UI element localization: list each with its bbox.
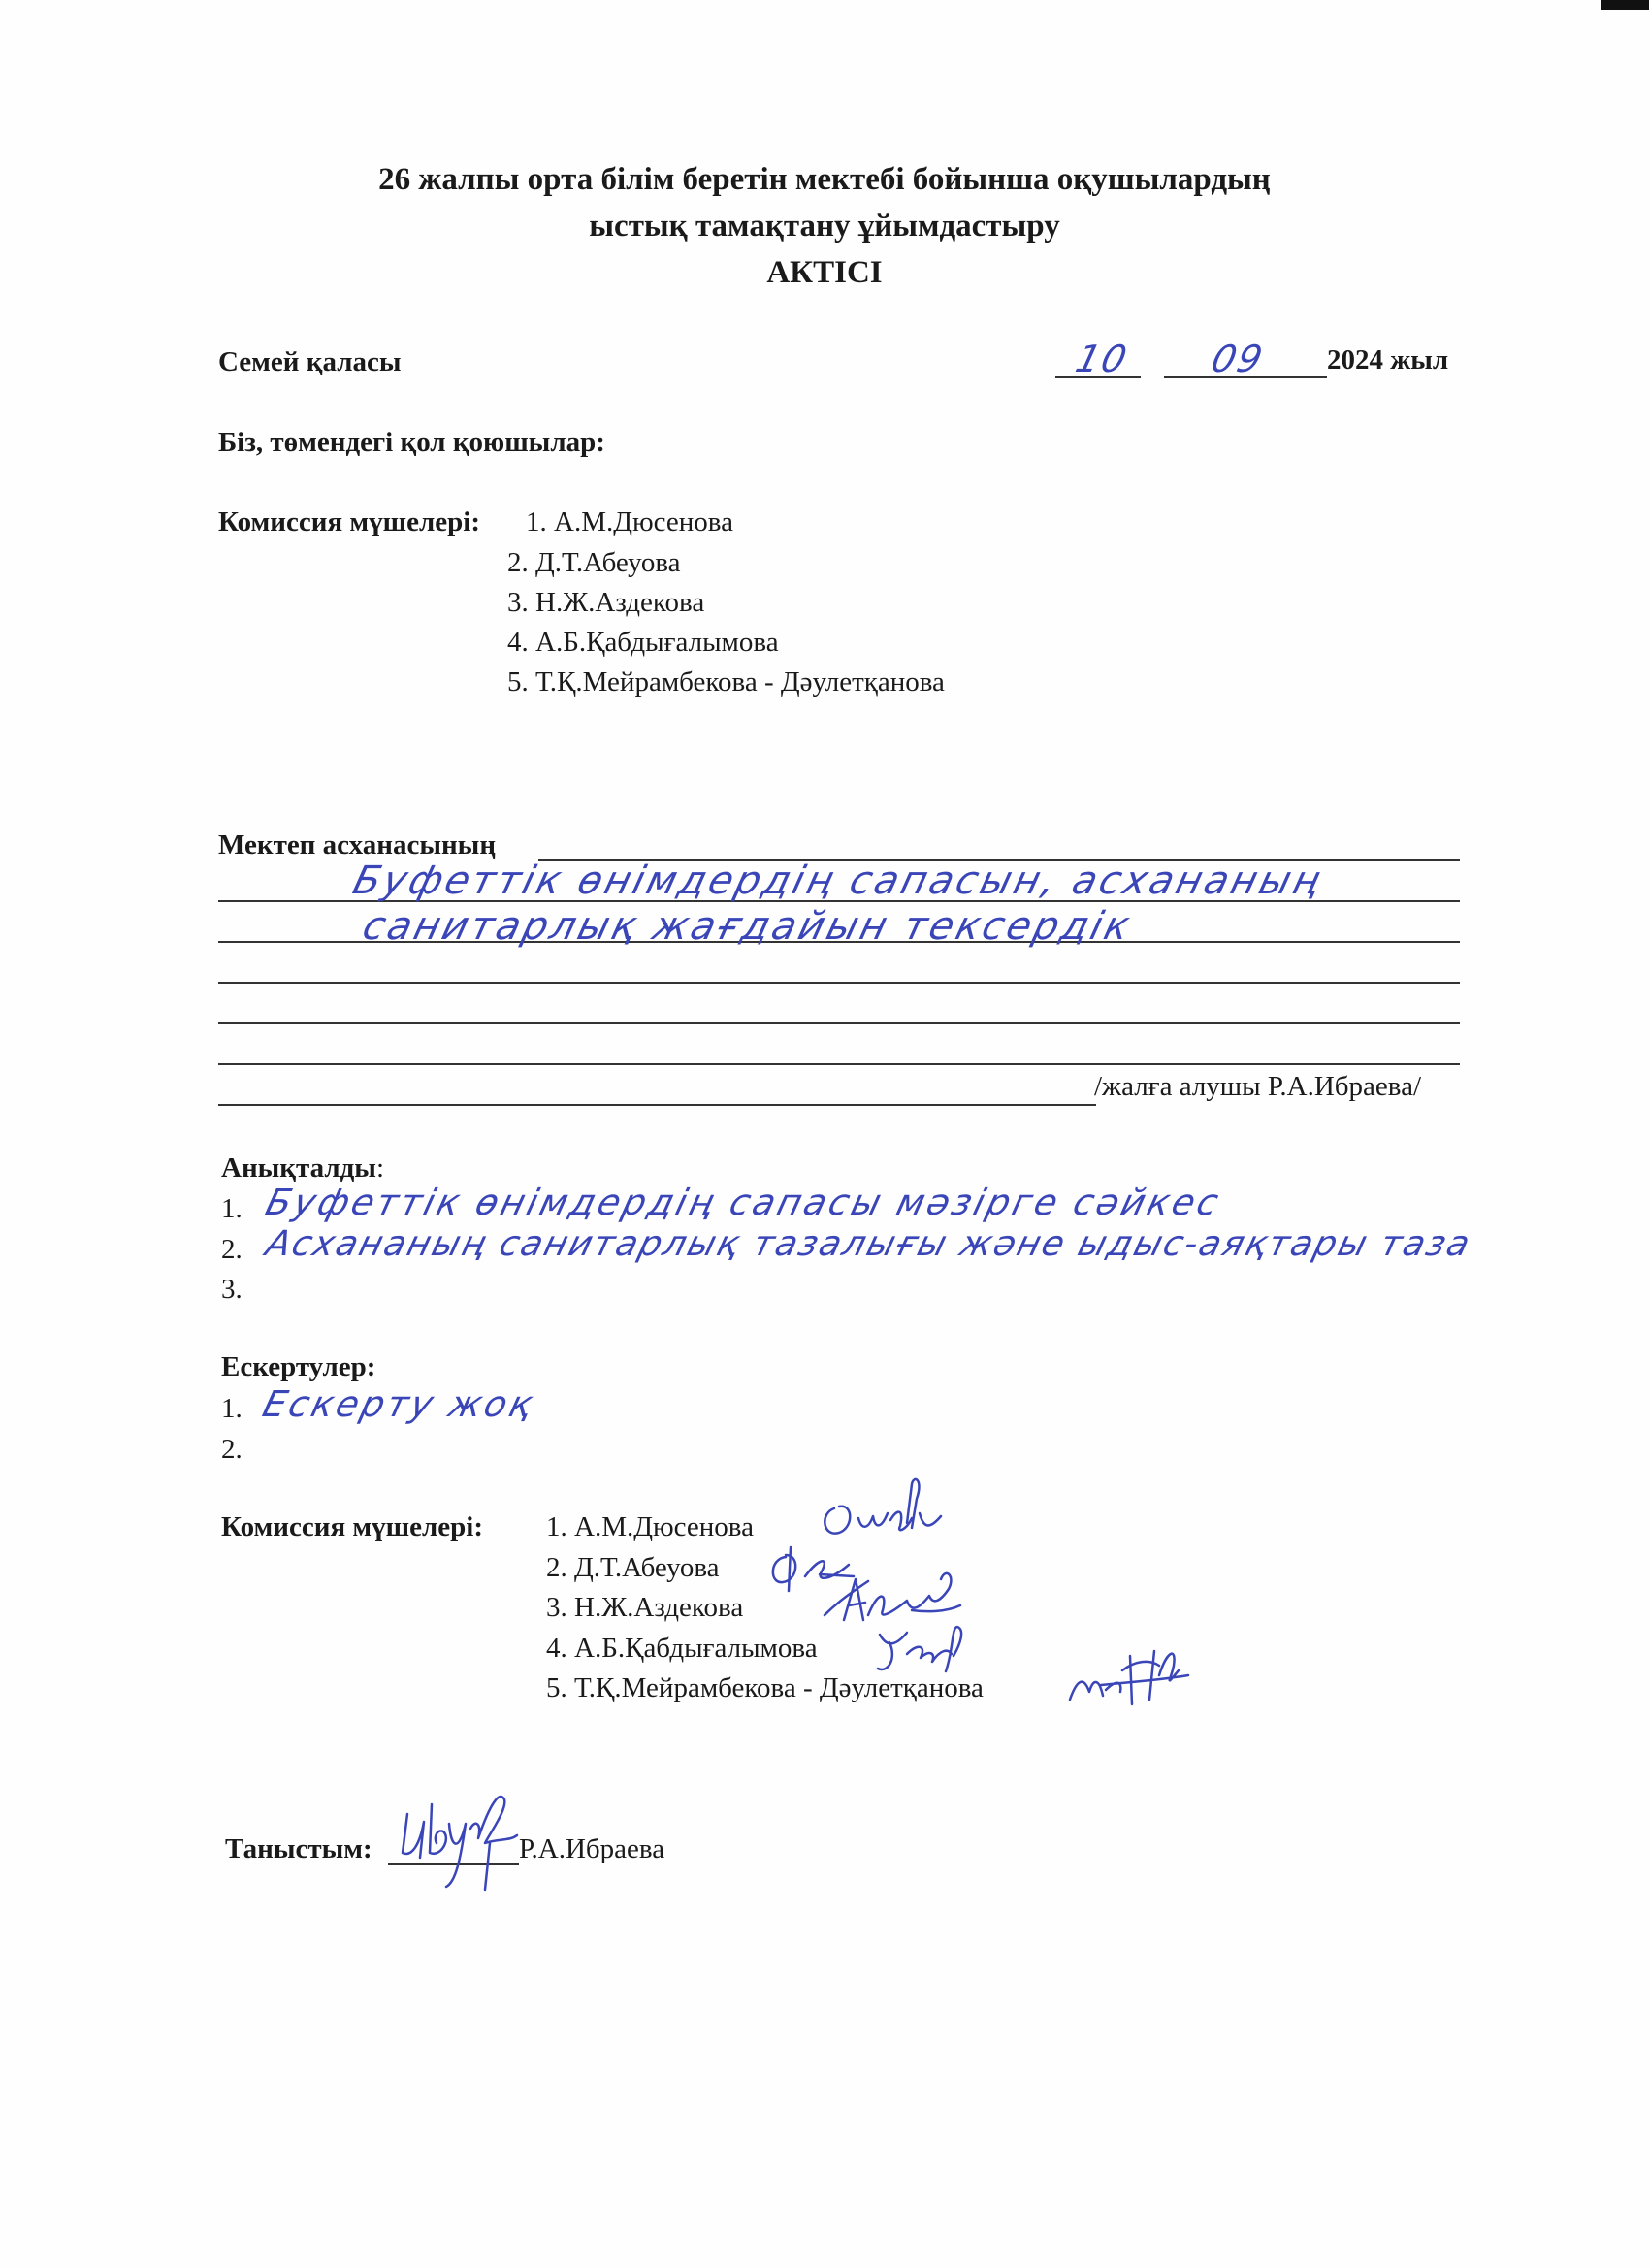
canteen-label: Мектеп асханасының xyxy=(218,829,497,860)
remark-2-num: 2. xyxy=(221,1434,242,1465)
canteen-line-3 xyxy=(218,982,1460,984)
document-title-line1: 26 жалпы орта білім беретін мектебі бойынша оқушылардың xyxy=(378,162,1271,197)
document-title-line3: АКТІСІ xyxy=(766,255,883,290)
commission-member-5: 5. Т.Қ.Мейрамбекова - Дәулетқанова xyxy=(507,666,945,697)
findings-colon: : xyxy=(375,1152,385,1183)
scan-corner-mark xyxy=(1600,0,1649,10)
canteen-handwritten-2: санитарлық жағдайын тексердік xyxy=(358,904,1138,949)
findings-label: Анықталды xyxy=(221,1152,376,1183)
remarks-label: Ескертулер: xyxy=(221,1351,376,1382)
acknowledged-name: Р.А.Ибраева xyxy=(519,1833,665,1864)
finding-1-text: Буфеттік өнімдердің сапасы мәзірге сәйкес xyxy=(261,1182,1226,1223)
signer-4: 4. А.Б.Қабдығалымова xyxy=(546,1633,818,1664)
signature-4 xyxy=(868,1615,975,1678)
place: Семей қаласы xyxy=(218,346,402,377)
canteen-line-6 xyxy=(218,1104,1096,1106)
signer-5: 5. Т.Қ.Мейрамбекова - Дәулетқанова xyxy=(546,1672,984,1703)
tenant-name: /жалға алушы Р.А.Ибраева/ xyxy=(1094,1071,1421,1102)
canteen-line-4 xyxy=(218,1022,1460,1024)
signature-5 xyxy=(1062,1632,1198,1714)
intro-text: Біз, төмендегі қол қоюшылар: xyxy=(218,427,605,458)
remark-1-text: Ескерту жоқ xyxy=(258,1383,540,1425)
finding-1-num: 1. xyxy=(221,1193,242,1224)
canteen-handwritten-1: Буфеттік өнімдердің сапасын, асхананың xyxy=(348,859,1328,903)
commission-member-4: 4. А.Б.Қабдығалымова xyxy=(507,627,779,658)
signature-1 xyxy=(815,1470,951,1547)
signer-3: 3. Н.Ж.Аздекова xyxy=(546,1592,744,1623)
signer-2: 2. Д.Т.Абеуова xyxy=(546,1552,720,1583)
signers-label: Комиссия мүшелері: xyxy=(221,1511,483,1542)
document-title-line2: ыстық тамақтану ұйымдастыру xyxy=(589,209,1060,243)
finding-3-num: 3. xyxy=(221,1274,242,1305)
commission-member-3: 3. Н.Ж.Аздекова xyxy=(507,587,705,618)
finding-2-num: 2. xyxy=(221,1234,242,1265)
commission-member-1: 1. А.М.Дюсенова xyxy=(526,506,733,537)
finding-2-text: Асхананың санитарлық тазалығы және ыдыс-аяқтары таза xyxy=(261,1224,1476,1264)
commission-label: Комиссия мүшелері: xyxy=(218,506,480,537)
remark-1-num: 1. xyxy=(221,1393,242,1424)
signature-acknowledged xyxy=(393,1785,529,1896)
acknowledged-label: Таныстым: xyxy=(225,1833,372,1864)
signer-1: 1. А.М.Дюсенова xyxy=(546,1511,754,1542)
date-year: 2024 жыл xyxy=(1327,344,1449,375)
commission-member-2: 2. Д.Т.Абеуова xyxy=(507,547,681,578)
date-day: 10 xyxy=(1071,338,1133,380)
canteen-line-5 xyxy=(218,1063,1460,1065)
date-month: 09 xyxy=(1207,338,1269,380)
